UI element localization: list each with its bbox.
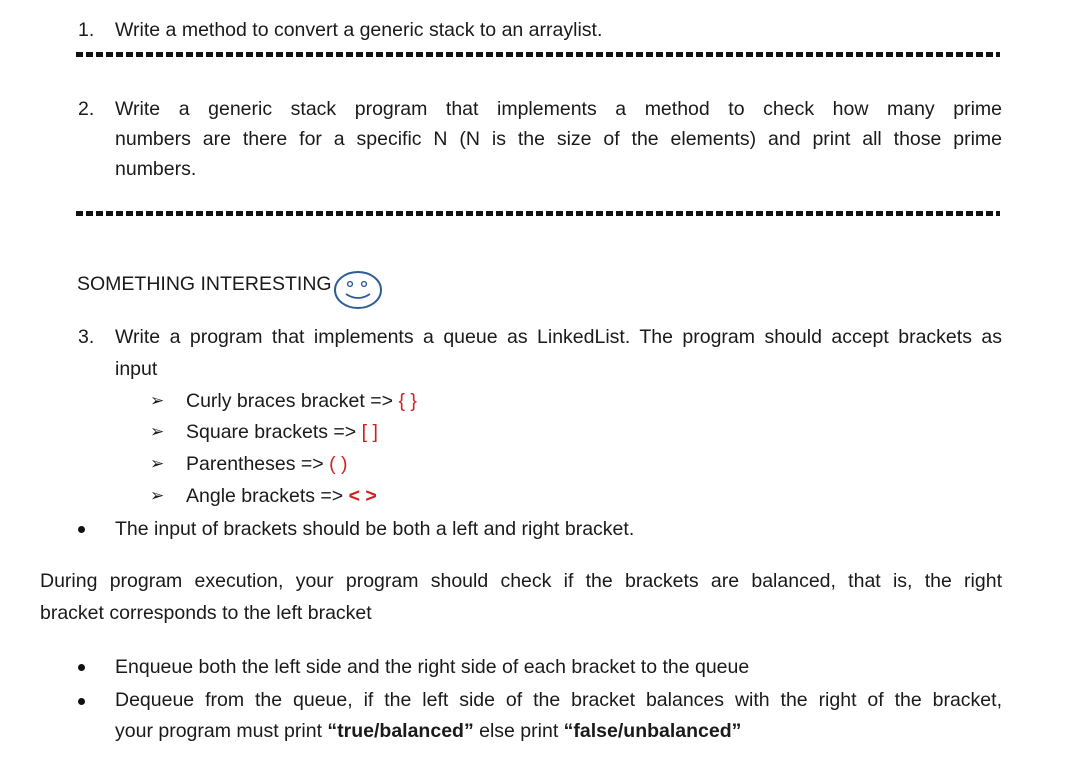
- bullet-dot-icon: [78, 526, 85, 533]
- section-heading: SOMETHING INTERESTING: [77, 273, 332, 295]
- step-dequeue-line-1: Dequeue from the queue, if the left side of the bracket balances with the right of the bracket,: [115, 689, 1002, 711]
- bracket-item-label: Parentheses =>: [186, 453, 330, 475]
- bracket-symbol: { }: [398, 390, 417, 412]
- arrow-bullet-icon: ➢: [150, 486, 165, 505]
- bracket-item-angle: [186, 485, 377, 508]
- bracket-item-label: Curly braces bracket =>: [186, 390, 399, 412]
- question-2-line-2: numbers are there for a specific N (N is the size of the elements) and print all those prime: [115, 128, 1002, 150]
- execution-line-1: During program execution, your program should check if the brackets are balanced, that is, the right: [40, 570, 1002, 592]
- smiley-face-icon: [333, 270, 383, 310]
- question-3-number: 3.: [78, 326, 95, 348]
- bracket-item-square: [186, 421, 378, 444]
- arrow-bullet-icon: ➢: [150, 422, 165, 441]
- true-balanced-output: “true/balanced”: [327, 720, 474, 742]
- step-enqueue: Enqueue both the left side and the right side of each bracket to the queue: [115, 656, 750, 678]
- question-2-line-3: numbers.: [115, 158, 197, 180]
- step-dequeue-line-2: [115, 720, 741, 743]
- dashed-divider-1: [76, 52, 1000, 57]
- bracket-symbol: [ ]: [361, 421, 378, 443]
- step-text-mid: else print: [473, 720, 564, 742]
- question-1-text: Write a method to convert a generic stack to an arraylist.: [115, 19, 603, 41]
- step-text-pre: your program must print: [115, 720, 328, 742]
- bracket-item-curly: [186, 390, 417, 413]
- bracket-symbol: < >: [348, 485, 377, 507]
- arrow-bullet-icon: ➢: [150, 391, 165, 410]
- question-1-number: 1.: [78, 19, 95, 41]
- bracket-input-note: The input of brackets should be both a left and right bracket.: [115, 518, 635, 540]
- bracket-item-parentheses: [186, 453, 348, 476]
- bracket-symbol: ( ): [329, 453, 348, 475]
- false-unbalanced-output: “false/unbalanced”: [563, 720, 742, 742]
- bullet-dot-icon: [78, 698, 85, 705]
- bullet-dot-icon: [78, 664, 85, 671]
- dashed-divider-2: [76, 211, 1000, 216]
- arrow-bullet-icon: ➢: [150, 454, 165, 473]
- execution-line-2: bracket corresponds to the left bracket: [40, 602, 372, 624]
- question-3-line-1: Write a program that implements a queue as LinkedList. The program should accept brackets as: [115, 326, 1002, 348]
- question-3-line-2: input: [115, 358, 158, 380]
- bracket-item-label: Square brackets =>: [186, 421, 362, 443]
- question-2-number: 2.: [78, 98, 95, 120]
- question-2-line-1: Write a generic stack program that implements a method to check how many prime: [115, 98, 1002, 120]
- bracket-item-label: Angle brackets =>: [186, 485, 349, 507]
